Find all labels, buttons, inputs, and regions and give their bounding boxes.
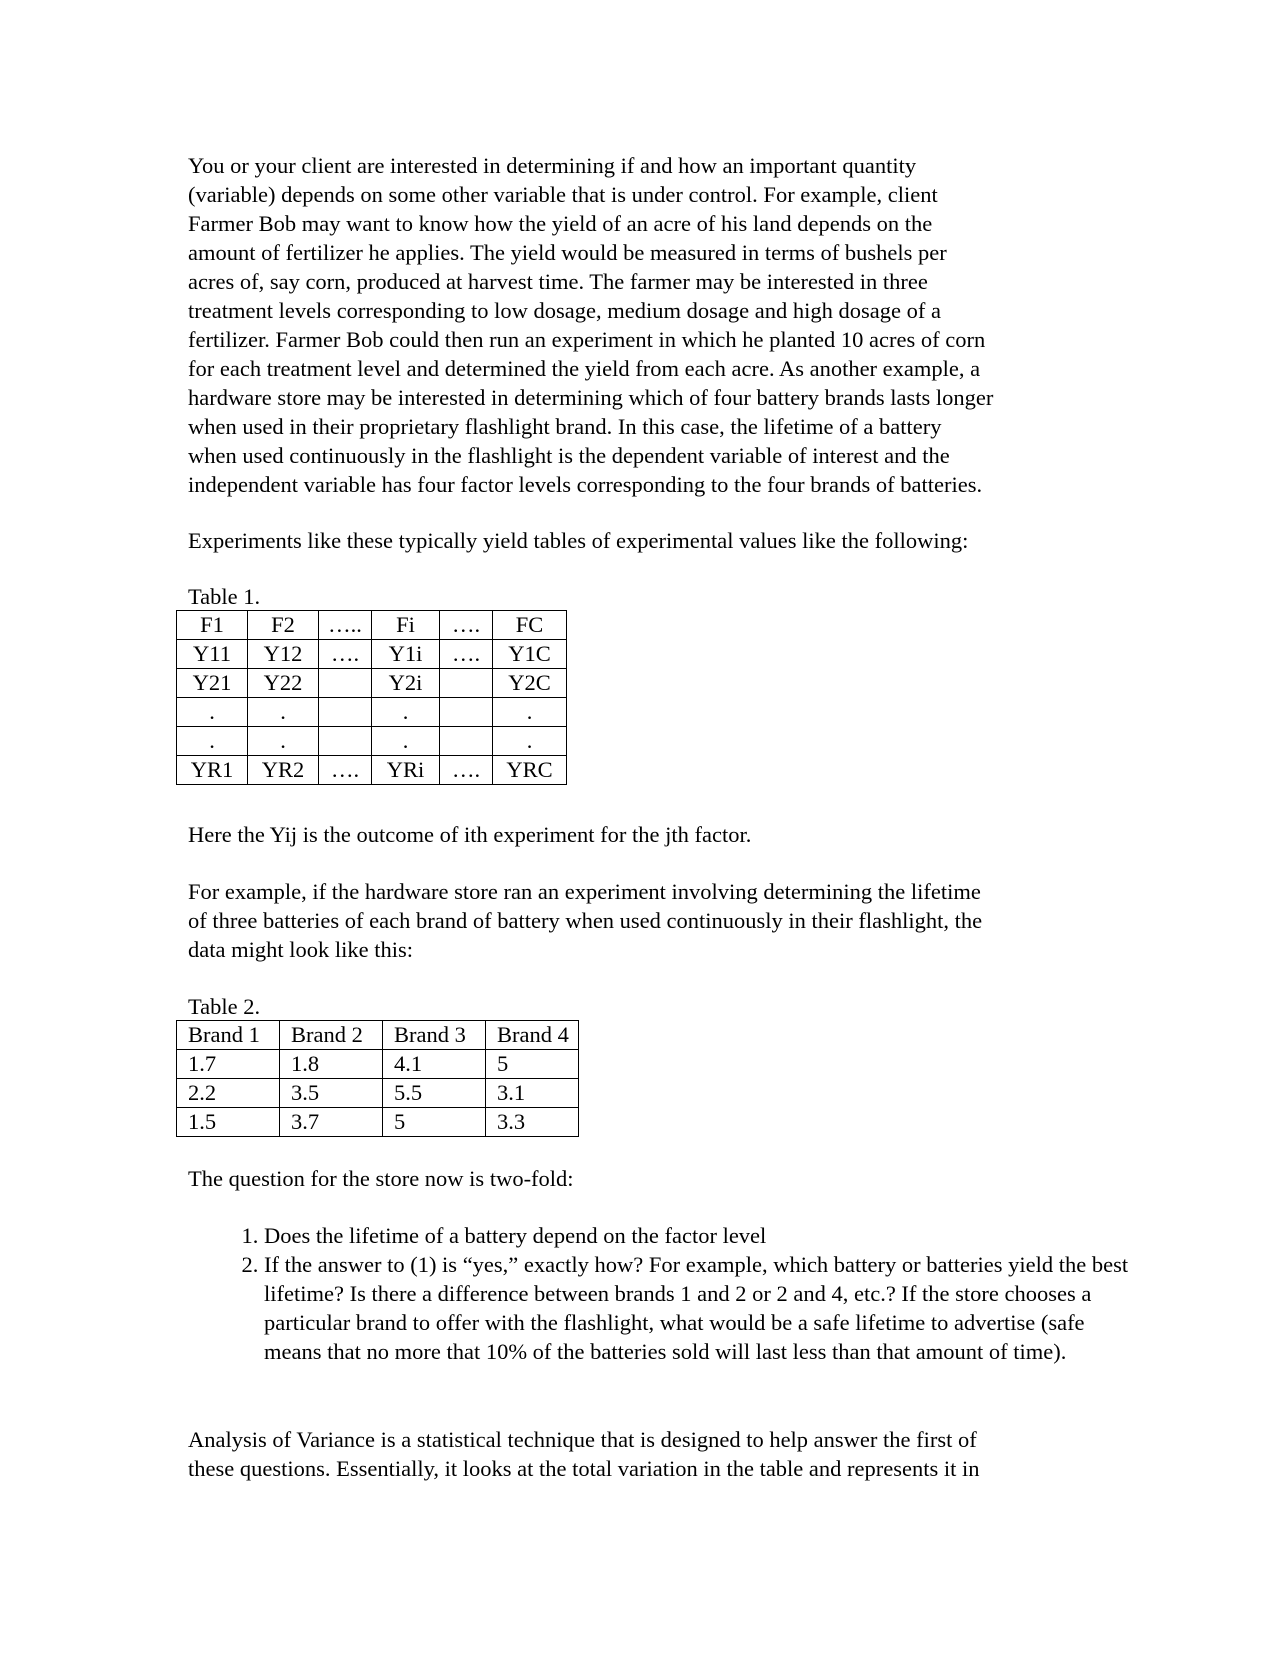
table-cell: Y2i [372, 669, 440, 698]
table-cell [440, 698, 493, 727]
table-cell: . [177, 698, 248, 727]
table-cell: Y21 [177, 669, 248, 698]
table-row [177, 1079, 579, 1108]
table-row [177, 669, 567, 698]
example-paragraph: For example, if the hardware store ran an experiment involving determining the lifetime of three batteries of each brand of battery when used continuously in their flashlight, the data might look like this: [188, 879, 983, 962]
table-cell: 1.5 [177, 1108, 280, 1137]
table-cell: F2 [248, 611, 319, 640]
table-cell [319, 669, 372, 698]
table-cell: 3.1 [486, 1079, 579, 1108]
table-cell: . [248, 698, 319, 727]
table-cell: Brand 1 [177, 1021, 280, 1050]
table-row [177, 727, 567, 756]
table-cell: YRC [493, 756, 567, 785]
table-cell: 3.5 [280, 1079, 383, 1108]
table-row [177, 1050, 579, 1079]
table-cell: 5.5 [383, 1079, 486, 1108]
table-cell: YR1 [177, 756, 248, 785]
table-cell [319, 698, 372, 727]
table-cell: …. [440, 611, 493, 640]
table-cell: F1 [177, 611, 248, 640]
table-cell: Brand 2 [280, 1021, 383, 1050]
table-cell: 5 [383, 1108, 486, 1137]
table-cell: FC [493, 611, 567, 640]
table-row [177, 698, 567, 727]
table1-caption: Table 1. [188, 584, 261, 609]
experiments-paragraph: Experiments like these typically yield tables of experimental values like the following: [188, 528, 969, 553]
table-cell: ….. [319, 611, 372, 640]
questions-list [218, 1221, 1144, 1366]
table-cell: Y2C [493, 669, 567, 698]
table2 [176, 1020, 579, 1137]
table-row [177, 1021, 579, 1050]
table-cell: 2.2 [177, 1079, 280, 1108]
table-cell: 3.3 [486, 1108, 579, 1137]
table-cell: …. [319, 640, 372, 669]
table-row [177, 611, 567, 640]
table-cell: Y1i [372, 640, 440, 669]
table-cell: 3.7 [280, 1108, 383, 1137]
question-paragraph: The question for the store now is two-fold: [188, 1166, 574, 1191]
table-cell: Y1C [493, 640, 567, 669]
table-cell: …. [440, 640, 493, 669]
table-cell: . [372, 727, 440, 756]
table-cell: Y11 [177, 640, 248, 669]
table-cell: . [493, 727, 567, 756]
table-cell: Fi [372, 611, 440, 640]
table-cell: . [248, 727, 319, 756]
table-row [177, 1108, 579, 1137]
table-cell: YR2 [248, 756, 319, 785]
yij-definition-paragraph: Here the Yij is the outcome of ith experiment for the jth factor. [188, 822, 752, 847]
table-cell [440, 669, 493, 698]
table-cell: Brand 4 [486, 1021, 579, 1050]
table-row [177, 640, 567, 669]
list-item: 2. If the answer to (1) is “yes,” exactly how? For example, which battery or batteries yield the best lifetime? Is there a difference between brands 1 and 2 or 2 and 4, etc.? If the store chooses a particular brand to offer with the flashlight, what would be a safe lifetime to advertise (safe means that no more that 10% of the batteries sold will last less than that amount of time). [264, 1250, 1144, 1366]
table-cell: 5 [486, 1050, 579, 1079]
anova-paragraph: Analysis of Variance is a statistical technique that is designed to help answer the first of these questions. Essentially, it looks at the total variation in the table and represents it in [188, 1427, 980, 1481]
table-cell: . [177, 727, 248, 756]
table-cell: Y22 [248, 669, 319, 698]
list-item: 1. Does the lifetime of a battery depend on the factor level [264, 1221, 1144, 1250]
table-cell: 1.7 [177, 1050, 280, 1079]
table-cell [319, 727, 372, 756]
table-cell: 1.8 [280, 1050, 383, 1079]
table-row [177, 756, 567, 785]
table-cell: …. [319, 756, 372, 785]
table-cell: . [493, 698, 567, 727]
table-cell [440, 727, 493, 756]
table-cell: Y12 [248, 640, 319, 669]
table2-caption: Table 2. [188, 994, 261, 1019]
table-cell: 4.1 [383, 1050, 486, 1079]
table-cell: Brand 3 [383, 1021, 486, 1050]
table1 [176, 610, 567, 785]
table-cell: YRi [372, 756, 440, 785]
table-cell: …. [440, 756, 493, 785]
intro-paragraph: You or your client are interested in determining if and how an important quantity (variable) depends on some other variable that is under control. For example, client Farmer Bob may want to know how the yield of an acre of his land depends on the amount of fertilizer he applies. The yield would be measured in terms of bushels per acres of, say corn, produced at harvest time. The farmer may be interested in three treatment levels corresponding to low dosage, medium dosage and high dosage of a fertilizer. Farmer Bob could then run an experiment in which he planted 10 acres of corn for each treatment level and determined the yield from each acre. As another example, a hardware store may be interested in determining which of four battery brands lasts longer when used in their proprietary flashlight brand. In this case, the lifetime of a battery when used continuously in the flashlight is the dependent variable of interest and the independent variable has four factor levels corresponding to the four brands of batteries. [188, 153, 994, 497]
table-cell: . [372, 698, 440, 727]
